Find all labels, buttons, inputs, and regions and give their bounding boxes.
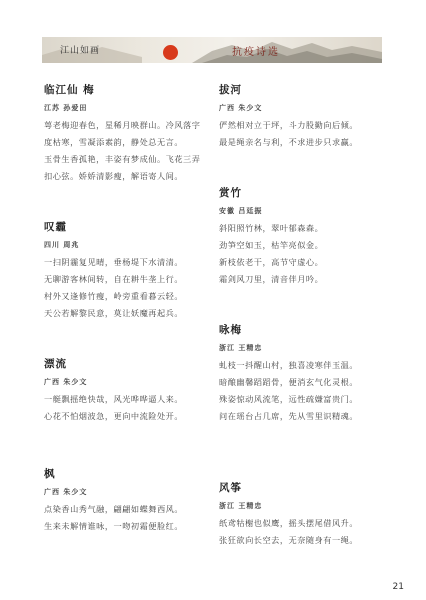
poem-line: 俨然相对立于坪，斗力股勤向后倾。 xyxy=(219,120,359,130)
poem-line: 新枝依老干，高节守虚心。 xyxy=(219,257,324,267)
banner-title: 抗疫诗选 xyxy=(232,47,280,58)
banner-left-text: 江山如画 xyxy=(60,46,101,56)
poem-title: 临江仙 梅 xyxy=(44,84,95,96)
poem-line: 一扫阴霾复见晴，垂杨堤下水清清。 xyxy=(44,257,184,267)
poem-title: 漂流 xyxy=(44,358,67,370)
poem-line: 斜阳照竹林，翠叶郁森森。 xyxy=(219,223,324,233)
poem-line: 村外又逢修竹瘦，岭旁重看暮云轻。 xyxy=(44,291,184,301)
poem-line: 殊姿惊动风流笔，远性疏嫌富贵门。 xyxy=(219,394,359,404)
poem xyxy=(44,219,219,322)
poem-title: 风筝 xyxy=(219,482,242,494)
poem xyxy=(44,356,219,425)
page-number: 21 xyxy=(392,582,404,592)
poem-line: 最是绳亲名与利，不求进步只求赢。 xyxy=(219,137,359,147)
poem-line: 一艇飘摇绝快哉，风光哗哗逼人来。 xyxy=(44,394,184,404)
poem-title: 咏梅 xyxy=(219,324,242,336)
poem-title: 枫 xyxy=(44,468,56,480)
poem xyxy=(219,185,394,288)
poem-line: 虬枝一抖醒山村，独喜凌寒伴玉温。 xyxy=(219,360,359,370)
header-banner xyxy=(42,37,382,63)
poem-author: 浙江 王精忠 xyxy=(219,501,263,510)
poem xyxy=(219,480,394,549)
poem-line: 暗酿幽馨蹈蹈骨，便消玄气化灵根。 xyxy=(219,377,359,387)
poem-author: 广西 朱少文 xyxy=(219,103,263,112)
poem-line: 点染香山秀气融，翩翩如蝶舞西风。 xyxy=(44,504,184,514)
poem-body xyxy=(44,117,219,185)
poem-title: 拔河 xyxy=(219,84,242,96)
poem-line: 劲笋空如玉，枯竿亮似金。 xyxy=(219,240,324,250)
poem-line: 萼老梅迎春色，星稀月映群山。冷风落字 xyxy=(44,120,201,130)
poem-body xyxy=(44,254,219,322)
red-sun-icon xyxy=(163,45,178,60)
poem-body xyxy=(44,391,219,425)
poem-line: 玉骨生香孤艳，丰姿有梦成仙。飞花三弄 xyxy=(44,154,201,164)
poem-body xyxy=(219,515,394,549)
poem-author: 安徽 吕廷振 xyxy=(219,206,263,215)
poem xyxy=(219,322,394,425)
poem-line: 扣心弦。娇娇清影瘦，解语寄人间。 xyxy=(44,171,184,181)
poem xyxy=(44,466,219,535)
poem xyxy=(44,82,219,185)
poem-line: 天公若解黎民意，莫让妖魔再起兵。 xyxy=(44,308,184,318)
poem-author: 广西 朱少文 xyxy=(44,487,88,496)
poem-line: 生来未解情谁咏，一吻初霜便脸红。 xyxy=(44,521,184,531)
poem-body xyxy=(219,117,394,151)
poem xyxy=(219,82,394,151)
poem-body xyxy=(219,357,394,425)
poem-title: 赏竹 xyxy=(219,187,242,199)
poem-author: 四川 周兆 xyxy=(44,240,80,249)
poem-body xyxy=(219,220,394,288)
poem-line: 无聊游客林间转，自在耕牛垄上行。 xyxy=(44,274,184,284)
poem-line: 问在瑶台占几席，先从雪里识精魂。 xyxy=(219,411,359,421)
poem-author: 广西 朱少文 xyxy=(44,377,88,386)
poem-line: 度枯寒，雪凝添素韵，静处总无言。 xyxy=(44,137,184,147)
poem-line: 心花不怕烟波急，更向中流险处开。 xyxy=(44,411,184,421)
poem-author: 江苏 孙爱田 xyxy=(44,103,88,112)
poem-body xyxy=(44,501,219,535)
poem-line: 霜剑风刀里，清音伴月吟。 xyxy=(219,274,324,284)
poem-title: 叹霾 xyxy=(44,221,67,233)
poem-line: 纸鸢牯榭也似鹰，摇头摆尾借风升。 xyxy=(219,518,359,528)
poem-line: 张狂欲向长空去，无奈随身有一绳。 xyxy=(219,535,359,545)
poem-author: 浙江 王精忠 xyxy=(219,343,263,352)
